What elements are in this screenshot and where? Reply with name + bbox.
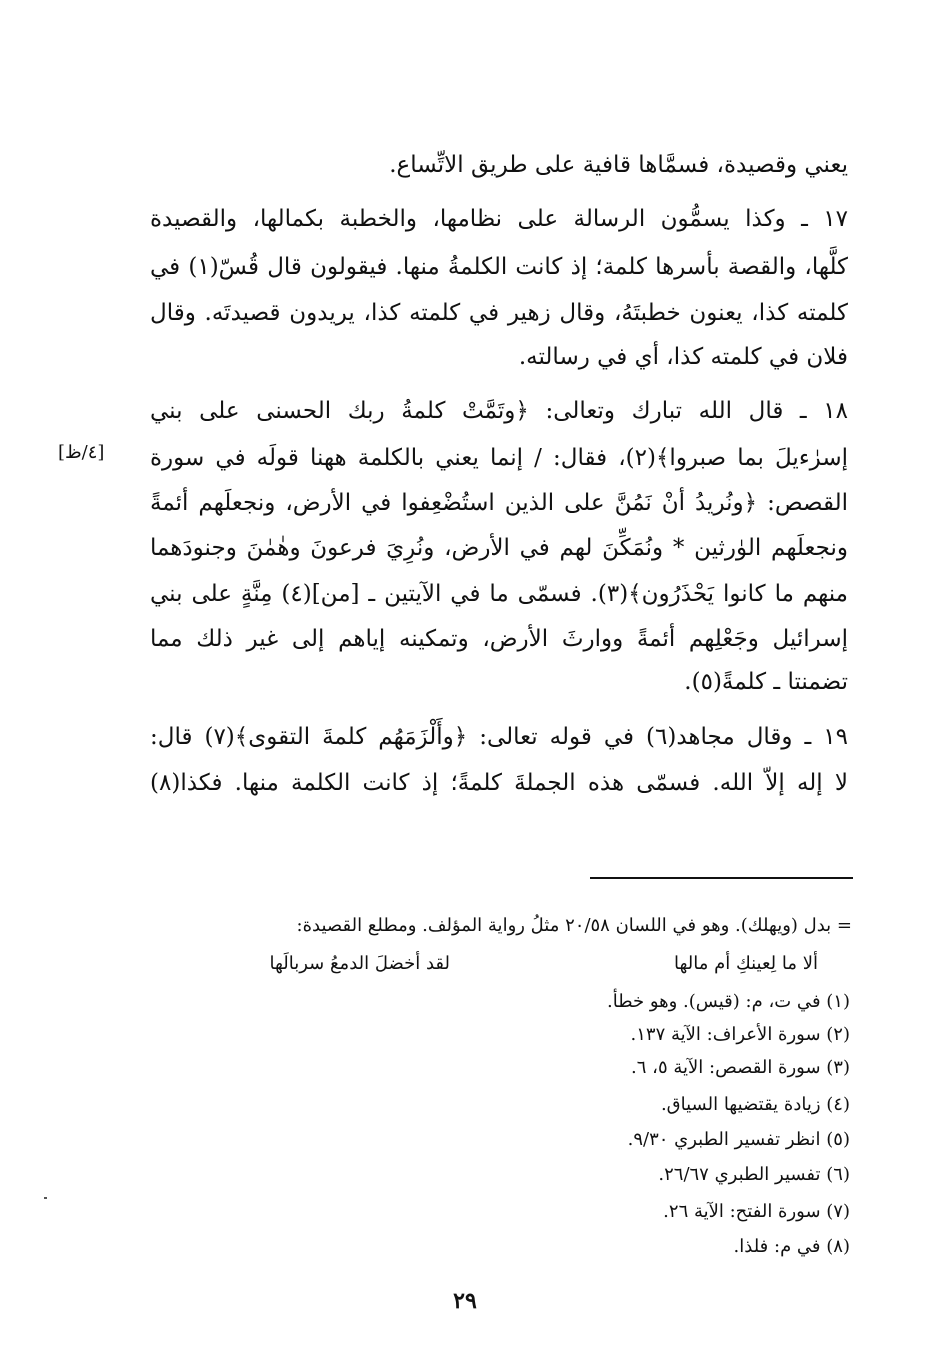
body-line-9: ونجعلَهم الوٰرثين * ونُمَكِّنَ لهم في الأرض، ونُرِيَ فرعونَ وهٰمٰنَ وجنودَهما: [150, 535, 848, 561]
body-line-14: لا إله إلاّ الله. فسمّى هذه الجملةَ كلمةً؛ إذ كانت الكلمة منها. فكذا(٨): [150, 770, 848, 796]
body-line-8: القصص: ﴿ونُريدُ أنْ نَمُنَّ على الذين استُضْعِفوا في الأرض، ونجعلَهم أئمةً: [150, 490, 848, 516]
page-number: ٢٩: [453, 1288, 477, 1314]
body-line-5: فلان في كلمته كذا، أي في رسالته.: [518, 344, 848, 370]
scan-speck: [44, 1197, 47, 1199]
footnote-3: (٣) سورة القصص: الآية ٥، ٦.: [631, 1057, 850, 1078]
footnote-continuation: = بدل (ويهلك). وهو في اللسان ٢٠/٥٨ مثلُ رواية المؤلف. ومطلع القصيدة:: [296, 915, 852, 936]
footnote-7: (٧) سورة الفتح: الآية ٢٦.: [663, 1201, 850, 1222]
footnote-separator: [590, 877, 853, 879]
footnote-8: (٨) في م: فلذا.: [733, 1236, 850, 1257]
footnote-5: (٥) انظر تفسير الطبري ٩/٣٠.: [627, 1129, 850, 1150]
body-line-13: ١٩ ـ وقال مجاهد(٦) في قوله تعالى: ﴿وأَلْزَمَهُم كلمةَ التقوى﴾(٧) قال:: [150, 724, 848, 750]
footnote-verse-first-hemistich: ألا ما لِعينكِ أم مالها: [673, 953, 818, 974]
body-line-2: ١٧ ـ وكذا يسمُّون الرسالة على نظامها، والخطبة بكمالها، والقصيدة: [150, 206, 848, 232]
body-line-12: تضمنتا ـ كلمةً(٥).: [684, 669, 848, 695]
footnote-1: (١) في ت، م: (قيس). وهو خطأ.: [607, 991, 850, 1012]
margin-folio-note: [٤/ظ]: [58, 442, 105, 463]
body-line-7: إسرٰءيلَ بما صبروا﴾(٢)، فقال: / إنما يعني بالكلمة ههنا قولَه في سورة: [150, 445, 848, 471]
footnote-verse-second-hemistich: لقد أخضلَ الدمعُ سربالَها: [269, 953, 450, 974]
body-line-3: كلَّها، والقصة بأسرها كلمة؛ إذ كانت الكلمةُ منها. فيقولون قال قُسّ(١) في: [150, 254, 849, 280]
body-line-1: يعني وقصيدة، فسمَّاها قافية على طريق الاتِّساع.: [389, 152, 848, 178]
footnote-4: (٤) زيادة يقتضيها السياق.: [660, 1094, 850, 1115]
body-line-10: منهم ما كانوا يَحْذَرُون﴾(٣). فسمّى ما في الآيتين ـ [من](٤) مِنَّةٍ على بني: [150, 581, 848, 607]
body-line-6: ١٨ ـ قال الله تبارك وتعالى: ﴿وتَمَّتْ كلمةُ ربك الحسنى على بني: [150, 398, 848, 424]
footnote-2: (٢) سورة الأعراف: الآية ١٣٧.: [630, 1024, 850, 1045]
body-line-4: كلمته كذا، يعنون خطبتَهُ، وقال زهير في كلمته كذا، يريدون قصيدتَه. وقال: [150, 300, 848, 326]
body-line-11: إسرائيل وجَعْلِهم أئمةً ووارثَ الأرض، وتمكينه إياهم إلى غير ذلك مما: [150, 626, 848, 652]
footnote-6: (٦) تفسير الطبري ٢٦/٦٧.: [658, 1164, 850, 1185]
